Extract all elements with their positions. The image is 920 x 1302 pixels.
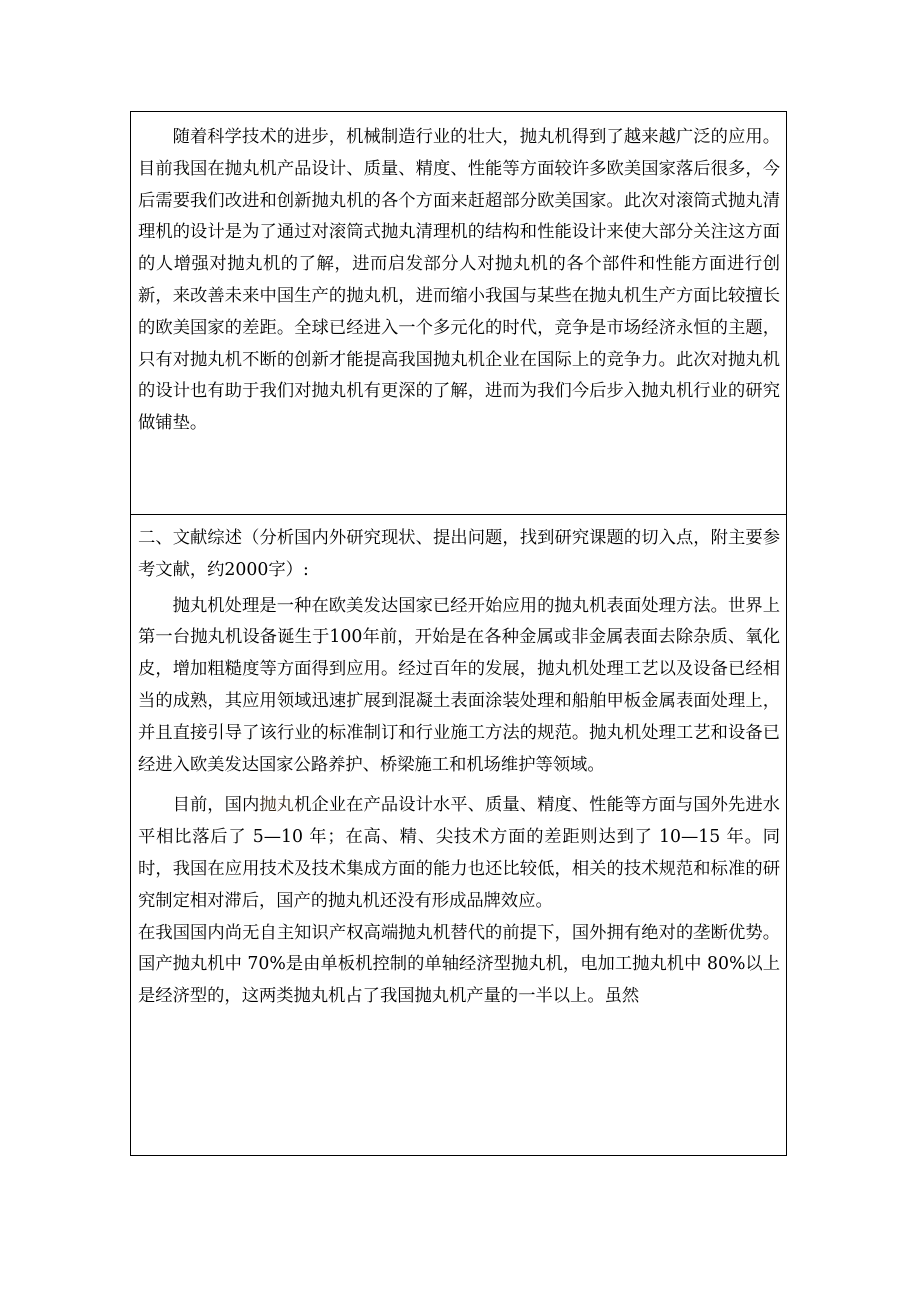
literature-review-cell: [131, 515, 787, 1156]
content-table: [130, 111, 787, 1156]
purpose-paragraph: 随着科学技术的进步，机械制造行业的壮大，抛丸机得到了越来越广泛的应用。目前我国在抛丸机产品设计、质量、精度、性能等方面较许多欧美国家落后很多，今后需要我们改进和创新抛丸机的各个方面来赶超部分欧美国家。此次对滚筒式抛丸清理机的设计是为了通过对滚筒式抛丸清理机的结构和性能设计来使大部分关注这方面的人增强对抛丸机的了解，进而启发部分人对抛丸机的各个部件和性能方面进行创新，来改善未来中国生产的抛丸机，进而缩小我国与某些在抛丸机生产方面比较擅长的欧美国家的差距。全球已经进入一个多元化的时代，竞争是市场经济永恒的主题，只有对抛丸机不断的创新才能提高我国抛丸机企业在国际上的竞争力。此次对抛丸机的设计也有助于我们对抛丸机有更深的了解，进而为我们今后步入抛丸机行业的研究做铺垫。: [138, 127, 780, 434]
text-run: 目前，国内: [172, 795, 260, 816]
section-heading: 二、文献综述（分析国内外研究现状、提出问题，找到研究课题的切入点，附主要参考文献，约2000字）:: [138, 528, 780, 580]
table-row: [131, 112, 787, 515]
body-paragraph: 在我国国内尚无自主知识产权高端抛丸机替代的前提下，国外拥有绝对的垄断优势。 国产抛丸机中 70%是由单板机控制的单轴经济型抛丸机，电加工抛丸机中 80%以上是经济型的，这两类抛丸机占了我国抛丸机产量的一半以上。虽然: [138, 922, 780, 1007]
table-row: [131, 515, 787, 1156]
text-run: 机企业在产品设计水平、质量、精度、性能等方面与国外先进水平相比落后了 5—10 年；在高、精、尖技术方面的差距则达到了 10—15 年。同时，我国在应用技术及技术集成方面的能力也还比较低，相关的技术规范和标准的研究制定相对滞后，国产的抛丸机还没有形成品牌效应。: [138, 795, 780, 911]
body-paragraph: 抛丸机处理是一种在欧美发达国家已经开始应用的抛丸机表面处理方法。世界上第一台抛丸机设备诞生于100年前，开始是在各种金属或非金属表面去除杂质、氧化皮，增加粗糙度等方面得到应用。经过百年的发展，抛丸机处理工艺以及设备已经相当的成熟，其应用领域迅速扩展到混凝土表面涂装处理和船舶甲板金属表面处理上，并且直接引导了该行业的标准制订和行业施工方法的规范。抛丸机处理工艺和设备已经进入欧美发达国家公路养护、桥梁施工和机场维护等领域。: [138, 595, 780, 775]
purpose-cell: [131, 112, 787, 515]
body-paragraph: [138, 790, 780, 917]
highlighted-text: 抛丸: [259, 795, 295, 816]
